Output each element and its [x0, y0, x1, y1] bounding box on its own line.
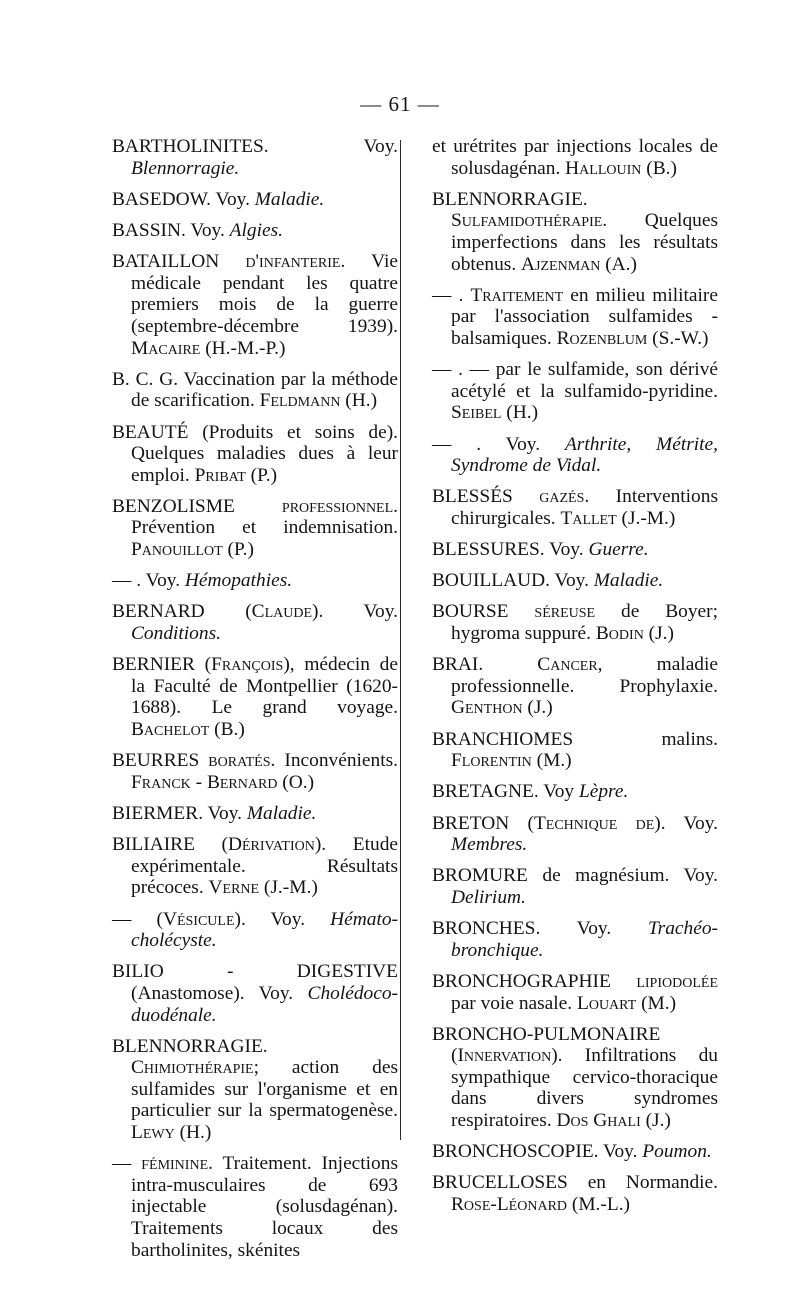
page-number: — 61 —: [360, 92, 440, 116]
entry-author-initials: (M.): [636, 992, 677, 1014]
column-divider: [400, 140, 401, 1140]
entry-crossref: Blennorragie.: [131, 157, 240, 179]
entry-headword: BEURRES: [112, 750, 200, 772]
entry-crossref: Lèpre.: [578, 781, 629, 803]
entry-headword: BLESSURES.: [432, 539, 545, 561]
entry-text: Voy.: [210, 188, 255, 210]
entry-text: Etude expérimentale. Résultats précoces.: [131, 834, 399, 899]
entry-text: action des sulfamides sur l'organisme et en particulier sur la spermatogenèse.: [131, 1057, 398, 1122]
entry-crossref: Maladie.: [246, 802, 317, 824]
entry-author-initials: (H.): [501, 402, 539, 424]
index-entry: [432, 781, 718, 803]
entry-headword: BASEDOW.: [112, 188, 211, 210]
entry-text: Infiltrations du sympathique cervico-thoracique dans divers syndromes respiratoires.: [451, 1045, 718, 1132]
entry-crossref: Trachéo-bronchique.: [451, 918, 718, 961]
entry-qualifier: boratés.: [199, 750, 276, 772]
entry-author: Genthon: [451, 697, 523, 719]
entry-text: .: [451, 284, 471, 306]
index-entry: [112, 601, 398, 644]
index-entry: [432, 813, 718, 856]
entry-qualifier: gazés.: [512, 486, 590, 508]
entry-author: Tallet: [560, 507, 617, 529]
entry-text: Prévention et indemnisation.: [131, 517, 398, 539]
index-entry: [432, 729, 718, 772]
index-entry: [112, 750, 398, 793]
entry-qualifier: Traitement: [470, 284, 564, 306]
index-entry: [112, 1036, 398, 1144]
index-entry: [432, 1172, 718, 1215]
entry-author: Bachelot: [131, 719, 210, 740]
entry-headword: BLENNORRAGIE.: [112, 1035, 268, 1057]
entry-author-initials: (B.): [209, 719, 245, 740]
index-entry: [432, 570, 718, 592]
entry-author: Macaire: [131, 337, 201, 359]
index-entry: [432, 1141, 718, 1163]
entry-crossref: Poumon.: [642, 1141, 712, 1163]
entry-qualifier: (Dérivation).: [194, 834, 327, 856]
entry-author-initials: (H.): [340, 390, 378, 412]
entry-qualifier: (Innervation).: [451, 1045, 563, 1067]
index-entry: [432, 359, 718, 424]
entry-author-initials: (H.): [174, 1122, 212, 1144]
index-entry: [112, 803, 398, 825]
entry-headword: BENZOLISME: [112, 495, 235, 517]
right-column: [432, 136, 718, 1225]
entry-author: Rozenblum: [556, 327, 648, 349]
entry-crossref: Conditions.: [131, 623, 221, 645]
entry-text: et urétrites par injections locales de solusdagénan.: [432, 136, 718, 179]
entry-author: Feldmann: [259, 390, 341, 412]
entry-author: Lewy: [131, 1122, 175, 1144]
entry-qualifier: lipiodolée: [610, 970, 718, 992]
index-entry: [432, 918, 718, 961]
entry-headword: BOUILLAUD.: [432, 570, 550, 592]
entry-crossref: Hémopathies.: [184, 570, 293, 592]
entry-author-initials: (J.): [643, 623, 674, 645]
entry-author: Louart: [576, 992, 637, 1014]
entry-author: Dos Ghali: [556, 1110, 641, 1132]
entry-crossref: Maladie.: [593, 570, 664, 592]
entry-qualifier: (Technique de).: [509, 812, 666, 834]
entry-headword: —: [112, 908, 132, 930]
entry-text: Voy.: [598, 1141, 643, 1163]
index-entry: [112, 369, 398, 412]
entry-headword: B. C. G.: [112, 368, 179, 390]
entry-headword: —: [432, 433, 452, 455]
entry-headword: —: [432, 359, 452, 381]
entry-text: (Produits et soins de). Quelques maladies dues à leur emploi.: [131, 421, 398, 486]
entry-headword: BLENNORRAGIE.: [432, 188, 588, 210]
entry-text: par voie nasale.: [451, 992, 577, 1014]
index-entry: [112, 834, 398, 899]
entry-headword: BATAILLON: [112, 251, 220, 273]
entry-qualifier: (Claude).: [204, 601, 324, 623]
entry-text: Voy.: [245, 908, 331, 930]
index-entry: [112, 422, 398, 487]
entry-author: Ajzenman: [521, 253, 601, 275]
entry-text: Voy.: [544, 539, 589, 561]
index-entry: [432, 486, 718, 529]
entry-author: Pribat: [194, 464, 246, 486]
index-entry: [112, 136, 398, 179]
entry-crossref: Maladie.: [254, 188, 325, 210]
entry-author: Verne: [208, 877, 260, 899]
left-column: [112, 136, 398, 1271]
index-entry: [112, 961, 398, 1026]
entry-text: médecin de la Faculté de Montpellier (1620-1688). Le grand voyage.: [131, 654, 398, 719]
entry-headword: BRONCHO-PULMONAIRE: [432, 1023, 661, 1045]
entry-headword: BILIO - DIGESTIVE: [112, 961, 398, 983]
entry-crossref: Cholédoco-duodénale.: [131, 982, 398, 1026]
entry-crossref: Arthrite, Métrite, Syndrome de Vidal.: [451, 433, 718, 477]
entry-text: de Boyer; hygroma suppuré.: [451, 601, 718, 645]
entry-crossref: Guerre.: [588, 539, 649, 561]
entry-author-initials: (H.-M.-P.): [200, 337, 286, 359]
entry-crossref: Hémato-cholécyste.: [131, 908, 398, 952]
entry-text: Quelques imperfections dans les résultats obtenus.: [451, 210, 718, 275]
entry-crossref: Membres.: [451, 834, 528, 856]
entry-author-initials: (P.): [222, 539, 254, 561]
index-entry: [432, 285, 718, 350]
entry-headword: —: [112, 570, 132, 592]
entry-author: Franck - Bernard: [131, 771, 278, 793]
entry-qualifier: féminine.: [131, 1153, 213, 1175]
entry-author-initials: (M.-L.): [567, 1194, 631, 1216]
entry-text: Voy.: [203, 802, 247, 824]
entry-author-initials: (J.-M.): [259, 877, 318, 899]
entry-text: de magnésium. Voy.: [527, 865, 718, 887]
entry-author: Seibel: [451, 402, 502, 424]
index-entry: [112, 189, 398, 211]
entry-headword: BIERMER.: [112, 802, 204, 824]
index-entry: [112, 220, 398, 242]
entry-text: Voy.: [549, 570, 594, 592]
entry-text: . Voy.: [451, 433, 565, 455]
entry-headword: BASSIN.: [112, 219, 186, 241]
entry-headword: BERNIER: [112, 654, 195, 676]
index-entry: [112, 909, 398, 952]
entry-author-initials: (M.): [531, 750, 572, 772]
entry-text: malins.: [573, 728, 718, 750]
entry-text: Voy: [538, 781, 579, 803]
entry-author-initials: (B.): [641, 157, 677, 179]
entry-author-initials: (P.): [245, 464, 278, 486]
entry-text: en milieu militaire par l'association sulfamides - balsamiques.: [451, 284, 718, 349]
entry-headword: BOURSE: [432, 601, 509, 623]
entry-headword: BRETON: [432, 812, 510, 834]
entry-text: Voy.: [268, 136, 398, 157]
entry-qualifier: (François),: [194, 654, 295, 676]
entry-qualifier: (Vésicule).: [131, 908, 246, 930]
entry-headword: BEAUTÉ: [112, 421, 189, 443]
entry-text: Vie médicale pendant les quatre premiers mois de la guerre (septembre-décembre 1939).: [131, 251, 398, 337]
entry-text: . Voy.: [131, 570, 185, 592]
entry-headword: BRETAGNE.: [432, 781, 539, 803]
entry-text: . — par le sulfamide, son dérivé acétylé et la sulfamido-pyridine.: [451, 359, 718, 402]
entry-text: Inconvénients.: [275, 750, 398, 772]
index-entry: [112, 496, 398, 561]
entry-text: Vaccination par la méthode de scarification.: [131, 368, 399, 412]
index-entry: [432, 136, 718, 179]
index-entry: [112, 251, 398, 359]
entry-text: Voy.: [323, 601, 398, 623]
entry-author-initials: (J.): [522, 697, 553, 719]
entry-headword: BILIAIRE: [112, 834, 195, 856]
entry-text: Voy.: [185, 219, 230, 241]
entry-author-initials: (S.-W.): [647, 327, 709, 349]
entry-author-initials: (O.): [277, 771, 315, 793]
entry-text: Voy.: [665, 812, 718, 834]
entry-headword: BRONCHOSCOPIE.: [432, 1141, 599, 1163]
entry-text: Voy.: [540, 918, 648, 940]
entry-author-initials: (J.): [640, 1110, 671, 1132]
index-entry: [432, 971, 718, 1014]
entry-qualifier: d'infanterie.: [219, 251, 346, 273]
index-entry: [432, 601, 718, 644]
entry-headword: BLESSÉS: [432, 486, 513, 508]
entry-qualifier: Cancer,: [483, 654, 603, 676]
index-entry: [432, 865, 718, 908]
index-entry: [112, 570, 398, 592]
index-entry: [432, 654, 718, 719]
index-entry: [112, 1153, 398, 1261]
index-entry: [432, 189, 718, 275]
entry-qualifier: Sulfamidothérapie.: [451, 210, 608, 232]
entry-author: Bodin: [595, 623, 644, 645]
entry-text: maladie professionnelle. Prophylaxie.: [451, 654, 718, 697]
entry-headword: BRAI.: [432, 654, 484, 676]
entry-headword: BARTHOLINITES.: [112, 136, 269, 157]
entry-text: Traitement. Injections intra-musculaires de 693 injectable (solusdagénan). Traitements locaux des bartholinites, skénites: [131, 1153, 398, 1261]
entry-headword: BRONCHES.: [432, 918, 541, 940]
entry-qualifier: séreuse: [508, 601, 596, 623]
entry-headword: BRANCHIOMES: [432, 728, 574, 750]
entry-author: Hallouin: [565, 157, 642, 179]
entry-author: Panouillot: [131, 539, 223, 561]
entry-qualifier: Chimiothérapie;: [131, 1057, 259, 1079]
entry-text: (Anastomose). Voy.: [131, 982, 308, 1004]
entry-headword: BRUCELLOSES: [432, 1172, 568, 1194]
entry-text: Interventions chirurgicales.: [451, 486, 718, 529]
index-entry: [432, 539, 718, 561]
entry-text: en Normandie.: [567, 1172, 718, 1194]
entry-author-initials: (J.-M.): [616, 507, 676, 529]
entry-headword: BROMURE: [432, 865, 528, 887]
entry-headword: BRONCHOGRAPHIE: [432, 970, 611, 992]
index-entry: [432, 434, 718, 477]
index-entry: [112, 654, 398, 740]
entry-headword: BERNARD: [112, 601, 205, 623]
entry-qualifier: professionnel.: [234, 495, 398, 517]
entry-author: Rose-Léonard: [451, 1194, 568, 1216]
entry-headword: —: [112, 1153, 132, 1175]
entry-author: Florentin: [451, 750, 532, 772]
index-entry: [432, 1024, 718, 1132]
entry-crossref: Algies.: [229, 219, 283, 241]
entry-author-initials: (A.): [600, 253, 637, 275]
entry-crossref: Delirium.: [451, 886, 526, 908]
entry-headword: —: [432, 284, 452, 306]
